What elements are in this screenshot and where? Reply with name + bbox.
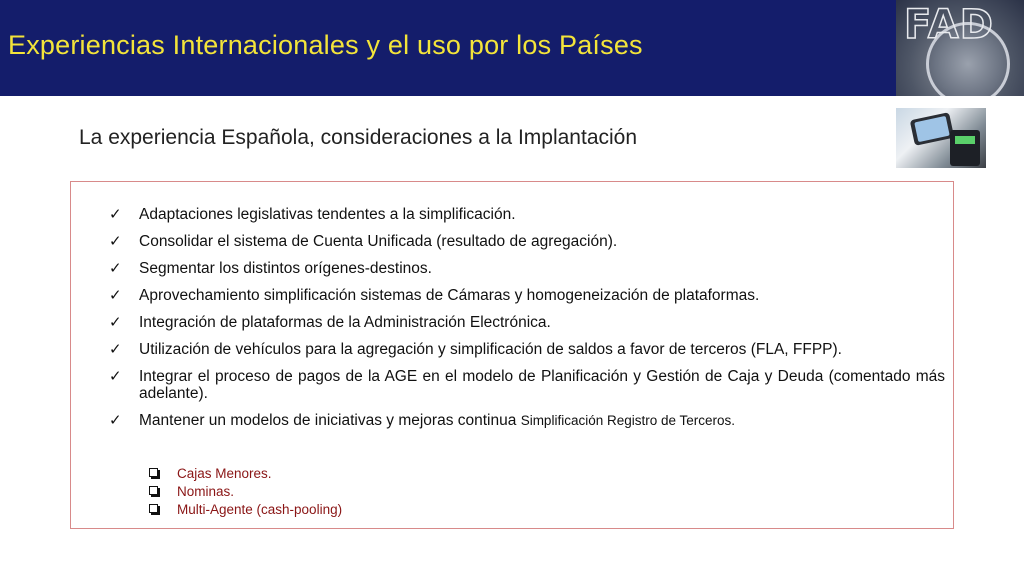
logo-text: FAD: [904, 2, 994, 48]
card-terminal-icon: [950, 130, 980, 166]
check-icon: ✓: [109, 260, 122, 277]
slide-title: Experiencias Internacionales y el uso por los Países: [8, 30, 643, 60]
sub-list-item: [149, 465, 749, 482]
list-item: [109, 341, 945, 358]
list-item-text: Consolidar el sistema de Cuenta Unificada (resultado de agregación).: [139, 233, 618, 250]
sub-list-item: [149, 501, 749, 518]
list-item: [109, 260, 945, 277]
list-item: [109, 287, 945, 304]
list-item: [109, 314, 945, 331]
list-item-text: Integrar el proceso de pagos de la AGE en el modelo de Planificación y Gestión de Caja y Deuda (comentado más adelante).: [139, 368, 945, 402]
list-item: [109, 368, 945, 402]
sub-list-item-text: Nominas.: [177, 484, 235, 499]
bullet-list: [109, 206, 945, 439]
check-icon: ✓: [109, 233, 122, 250]
header-bar: [0, 0, 1024, 96]
check-icon: ✓: [109, 341, 122, 358]
list-item: [109, 233, 945, 250]
list-item-text: Mantener un modelos de iniciativas y mejoras continua: [139, 412, 517, 429]
imf-logo: [896, 0, 1024, 96]
slide-subtitle: La experiencia Española, consideraciones a la Implantación: [79, 126, 638, 149]
list-item-text: Utilización de vehículos para la agregación y simplificación de saldos a favor de terceros (FLA, FFPP).: [139, 341, 842, 358]
smartphone-icon: [910, 112, 955, 146]
list-item-text: Adaptaciones legislativas tendentes a la simplificación.: [139, 206, 516, 223]
square-box-icon: [149, 486, 158, 495]
check-icon: ✓: [109, 287, 122, 304]
list-item-text: Integración de plataformas de la Administración Electrónica.: [139, 314, 551, 331]
check-icon: ✓: [109, 412, 122, 429]
check-icon: ✓: [109, 206, 122, 223]
square-box-icon: [149, 504, 158, 513]
list-item-text: Aprovechamiento simplificación sistemas de Cámaras y homogeneización de plataformas.: [139, 287, 760, 304]
check-icon: ✓: [109, 314, 122, 331]
list-item-text: Segmentar los distintos orígenes-destinos.: [139, 260, 432, 277]
sub-bullet-list: [149, 465, 749, 519]
list-item: [109, 412, 945, 429]
sub-list-item-text: Multi-Agente (cash-pooling): [177, 502, 343, 517]
check-icon: ✓: [109, 368, 122, 385]
sub-list-item: [149, 483, 749, 500]
payment-terminal-photo: [896, 108, 986, 168]
square-box-icon: [149, 468, 158, 477]
list-item-note: Simplificación Registro de Terceros.: [520, 413, 736, 428]
sub-list-item-text: Cajas Menores.: [177, 466, 272, 481]
list-item: [109, 206, 945, 223]
